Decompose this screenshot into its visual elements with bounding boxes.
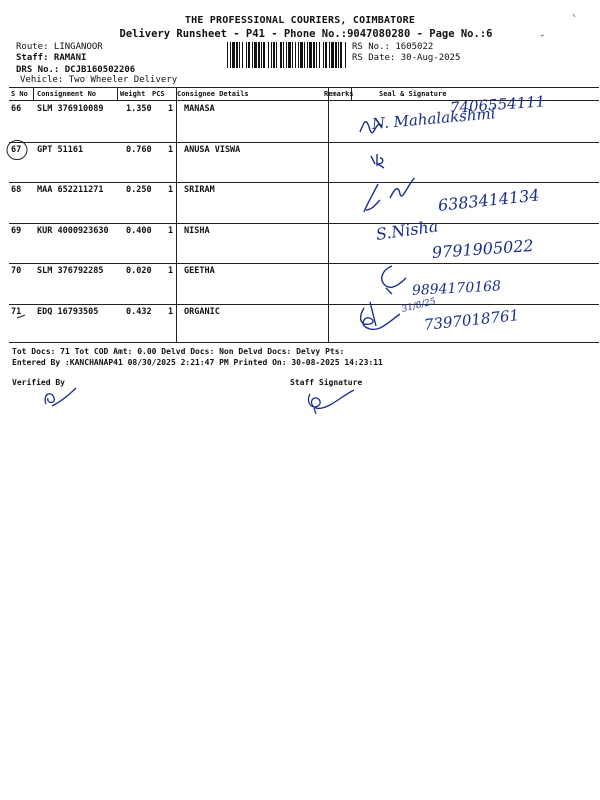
handwritten-phone: 9791905022 xyxy=(431,235,535,262)
col-weight: Weight xyxy=(120,90,146,98)
handwritten-name: S.Nisha xyxy=(374,216,440,244)
route-label: Route: LINGANOOR xyxy=(16,42,103,52)
row-consignee: GEETHA xyxy=(184,266,215,276)
pen-mark xyxy=(535,8,585,43)
row-divider xyxy=(9,223,599,224)
signature-scribble xyxy=(356,110,386,140)
company-title: THE PROFESSIONAL COURIERS, COIMBATORE xyxy=(184,15,416,26)
row-consignment: EDQ 16793505 xyxy=(37,306,99,317)
row-sno: 71 xyxy=(11,306,22,317)
row-consignee: ANUSA VISWA xyxy=(184,144,241,155)
rs-date: RS Date: 30-Aug-2025 xyxy=(352,53,461,63)
row-weight: 0.250 xyxy=(126,185,152,195)
verified-by-label: Verified By xyxy=(12,378,65,387)
vehicle-label: Vehicle: Two Wheeler Delivery xyxy=(20,75,178,85)
row-consignment: KUR 4000923630 xyxy=(37,225,109,236)
row-consignment: SLM 376910089 xyxy=(37,104,104,114)
row-sno: 68 xyxy=(11,185,22,195)
staff-signature-label: Staff Signature xyxy=(290,378,363,387)
tick-mark xyxy=(15,312,29,322)
barcode-image xyxy=(226,42,348,68)
handwritten-phone: 9894170168 xyxy=(411,278,502,299)
row-consignee: NISHA xyxy=(184,225,210,236)
circle-mark xyxy=(5,139,31,163)
row-pcs: 1 xyxy=(168,266,174,276)
row-sno: 69 xyxy=(11,225,22,236)
handwritten-date: 31/8/25 xyxy=(400,296,437,315)
col-consignee: Consignee Details xyxy=(177,90,249,98)
row-pcs: 1 xyxy=(168,144,174,155)
row-consignee: ORGANIC xyxy=(184,306,220,317)
row-pcs: 1 xyxy=(168,306,174,317)
row-weight: 0.400 xyxy=(126,225,152,236)
row-consignment: SLM 376792285 xyxy=(37,266,104,276)
row-divider xyxy=(9,182,599,183)
signature-scribble xyxy=(372,262,412,298)
signature-scribble xyxy=(360,178,440,218)
row-divider xyxy=(9,304,599,305)
runsheet-table xyxy=(9,87,599,343)
row-sno: 67 xyxy=(11,144,22,155)
handwritten-phone: 6383414134 xyxy=(437,185,541,215)
col-remarks: Remarks xyxy=(324,90,354,98)
runsheet-title: Delivery Runsheet - P41 - Phone No.:9047080280 - Page No.:6 xyxy=(119,28,493,40)
row-divider xyxy=(9,263,599,264)
row-sno: 66 xyxy=(11,104,22,114)
row-consignment: MAA 652211271 xyxy=(37,185,104,195)
row-weight: 1.350 xyxy=(126,104,152,114)
row-pcs: 1 xyxy=(168,225,174,236)
entered-line: Entered By :KANCHANAP41 08/30/2025 2:21:47 PM Printed On: 30-08-2025 14:23:11 xyxy=(12,358,383,367)
col-sno: S No xyxy=(11,90,28,98)
rs-number: RS No.: 1605022 xyxy=(352,42,434,52)
totals-line: Tot Docs: 71 Tot COD Amt: 0.00 Delvd Docs: Non Delvd Docs: Delvy Pts: xyxy=(12,347,345,356)
row-weight: 0.020 xyxy=(126,266,152,276)
verifier-signature xyxy=(38,384,88,412)
drs-number: DRS No.: DCJB160502206 xyxy=(16,65,136,75)
col-pcs: PCS xyxy=(152,90,165,98)
staff-label: Staff: RAMANI xyxy=(16,53,87,63)
col-consignment: Consignment No xyxy=(37,90,97,98)
handwritten-phone: 7397018761 xyxy=(423,306,520,334)
row-weight: 0.760 xyxy=(126,144,152,155)
row-divider xyxy=(9,142,599,143)
row-consignee: MANASA xyxy=(184,104,215,114)
staff-signature xyxy=(300,384,360,416)
handwritten-name: N. Mahalakshmi xyxy=(371,104,497,133)
row-consignment: GPT 51161 xyxy=(37,144,84,155)
handwritten-phone: 7406554111 xyxy=(449,92,546,117)
row-sno: 70 xyxy=(11,266,22,276)
row-consignee: SRIRAM xyxy=(184,185,215,195)
row-pcs: 1 xyxy=(168,185,174,195)
row-pcs: 1 xyxy=(168,104,174,114)
signature-scribble xyxy=(354,298,404,334)
signature-scribble xyxy=(368,150,388,172)
row-weight: 0.432 xyxy=(126,306,152,317)
col-seal-signature: Seal & Signature xyxy=(379,90,447,98)
